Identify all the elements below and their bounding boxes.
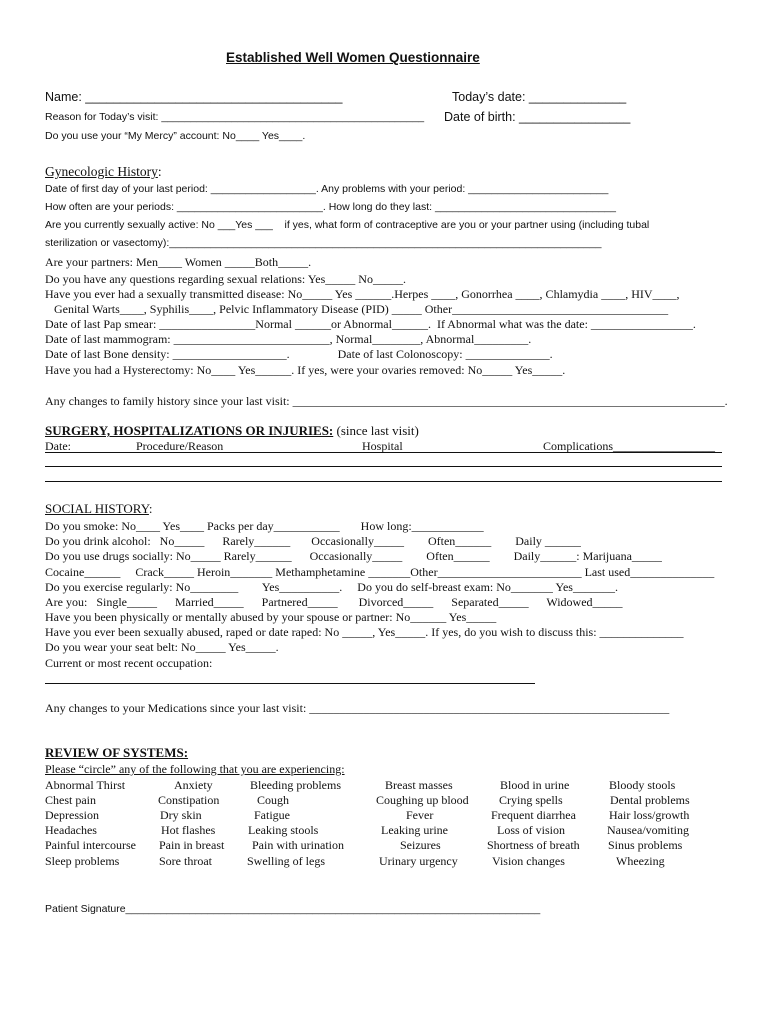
patient-signature-field[interactable]: Patient Signature_______________________________________________________________________ xyxy=(45,903,541,915)
gyn-heading-suffix: : xyxy=(157,164,162,179)
social-heading-text: SOCIAL HISTORY xyxy=(45,501,149,516)
medications-field[interactable]: Any changes to your Medications since your last visit: ____________________________________________________________ xyxy=(45,701,670,715)
ros-item[interactable]: Swelling of legs xyxy=(247,854,325,868)
page-title: Established Well Women Questionnaire xyxy=(226,50,480,65)
gyn-line[interactable]: Have you ever had a sexually transmitted disease: No_____ Yes ______.Herpes ____, Gonorrhea ____, Chlamydia ____, HIV____, xyxy=(45,287,680,301)
social-line[interactable]: Do you wear your seat belt: No_____ Yes_____. xyxy=(45,640,279,654)
surgery-heading xyxy=(45,424,419,437)
ros-item[interactable]: Loss of vision xyxy=(497,823,566,837)
ros-item[interactable]: Sinus problems xyxy=(608,838,683,852)
col-hospital: Hospital xyxy=(362,439,403,453)
social-heading-suffix: : xyxy=(148,501,153,516)
ros-item[interactable]: Leaking urine xyxy=(381,823,448,837)
family-history-field[interactable]: Any changes to family history since your last visit: ________________________________________________________________________. xyxy=(45,394,728,408)
ros-item[interactable]: Hair loss/growth xyxy=(609,808,690,822)
ros-item[interactable]: Anxiety xyxy=(174,778,213,792)
ros-item[interactable]: Hot flashes xyxy=(161,823,216,837)
social-line[interactable]: Do you drink alcohol: No_____ Rarely______ Occasionally_____ Often______ Daily ______ xyxy=(45,534,581,548)
gyn-line[interactable]: Are you currently sexually active: No ___Yes ___ if yes, what form of contraceptive are you or your partner using (including tubal xyxy=(45,219,650,231)
ros-item[interactable]: Wheezing xyxy=(616,854,665,868)
ros-item[interactable]: Leaking stools xyxy=(248,823,319,837)
gyn-line[interactable]: Have you had a Hysterectomy: No____ Yes______. If yes, were your ovaries removed: No_____ Yes_____. xyxy=(45,363,566,377)
gyn-line[interactable]: Date of last mammogram: __________________________, Normal________, Abnormal_________. xyxy=(45,332,532,346)
ros-item[interactable]: Pain with urination xyxy=(252,838,344,852)
ros-item[interactable]: Constipation xyxy=(158,793,220,807)
ros-item[interactable]: Bloody stools xyxy=(609,778,676,792)
social-heading xyxy=(45,502,153,515)
ros-item[interactable]: Painful intercourse xyxy=(45,838,136,852)
social-line[interactable]: Do you use drugs socially: No_____ Rarely______ Occasionally_____ Often______ Daily______: Marijuana_____ xyxy=(45,549,662,563)
surgery-entry-line[interactable] xyxy=(45,481,722,482)
gyn-heading xyxy=(45,165,162,179)
ros-item[interactable]: Frequent diarrhea xyxy=(491,808,576,822)
occupation-label: Current or most recent occupation: xyxy=(45,656,213,670)
ros-item[interactable]: Dry skin xyxy=(160,808,202,822)
gyn-line[interactable]: Do you have any questions regarding sexual relations: Yes_____ No_____. xyxy=(45,272,406,286)
ros-item[interactable]: Shortness of breath xyxy=(487,838,580,852)
social-line[interactable]: Do you exercise regularly: No________ Yes__________. Do you do self-breast exam: No_______ Yes_______. xyxy=(45,580,618,594)
ros-item[interactable]: Seizures xyxy=(400,838,441,852)
social-line[interactable]: Are you: Single_____ Married_____ Partnered_____ Divorced_____ Separated_____ Widowed_____ xyxy=(45,595,623,609)
social-line[interactable]: Have you been physically or mentally abused by your spouse or partner: No______ Yes_____ xyxy=(45,610,497,624)
ros-item[interactable]: Fatigue xyxy=(254,808,290,822)
ros-item[interactable]: Dental problems xyxy=(610,793,690,807)
social-line[interactable]: Have you ever been sexually abused, raped or date raped: No _____, Yes_____. If yes, do you wish to discuss this: ______________ xyxy=(45,625,684,639)
name-field[interactable]: Name: _____________________________________ xyxy=(45,90,343,104)
occupation-entry-line[interactable] xyxy=(45,683,535,684)
gyn-line[interactable]: sterilization or vasectomy):__________________________________________________________________________ xyxy=(45,237,602,249)
surgery-header-rule xyxy=(45,452,722,453)
col-date: Date: xyxy=(45,439,71,453)
ros-item[interactable]: Pain in breast xyxy=(159,838,225,852)
ros-item[interactable]: Nausea/vomiting xyxy=(607,823,689,837)
todays-date-field[interactable]: Today’s date: ______________ xyxy=(452,90,627,104)
surgery-heading-suffix: (since last visit) xyxy=(333,423,419,438)
surgery-entry-line[interactable] xyxy=(45,466,722,467)
my-mercy-question[interactable]: Do you use your “My Mercy” account: No____ Yes____. xyxy=(45,130,306,142)
surgery-heading-text: SURGERY, HOSPITALIZATIONS OR INJURIES: xyxy=(45,423,334,438)
social-line[interactable]: Cocaine______ Crack_____ Heroin_______ Methamphetamine _______Other________________________ Last used______________ xyxy=(45,565,715,579)
ros-item[interactable]: Sleep problems xyxy=(45,854,120,868)
gyn-heading-text: Gynecologic History xyxy=(45,164,158,179)
ros-item[interactable]: Bleeding problems xyxy=(250,778,341,792)
ros-item[interactable]: Breast masses xyxy=(385,778,453,792)
ros-item[interactable]: Abnormal Thirst xyxy=(45,778,126,792)
col-complications: Complications_________________ xyxy=(543,439,715,453)
col-procedure: Procedure/Reason xyxy=(136,439,224,453)
gyn-line[interactable]: Are your partners: Men____ Women _____Both_____. xyxy=(45,255,312,269)
social-line[interactable]: Do you smoke: No____ Yes____ Packs per day___________ How long:____________ xyxy=(45,519,484,533)
ros-item[interactable]: Cough xyxy=(257,793,290,807)
ros-item[interactable]: Urinary urgency xyxy=(379,854,458,868)
gyn-line[interactable]: Date of last Pap smear: ________________Normal ______or Abnormal______. If Abnormal what was the date: _________________. xyxy=(45,317,696,331)
ros-item[interactable]: Chest pain xyxy=(45,793,96,807)
gyn-line[interactable]: Date of first day of your last period: __________________. Any problems with your period: ________________________ xyxy=(45,183,609,195)
ros-instruction: Please “circle” any of the following that you are experiencing: xyxy=(45,762,345,776)
ros-item[interactable]: Crying spells xyxy=(499,793,563,807)
reason-for-visit-field[interactable]: Reason for Today’s visit: _____________________________________________ xyxy=(45,111,425,123)
gyn-line[interactable]: Genital Warts____, Syphilis____, Pelvic Inflammatory Disease (PID) _____ Other____________________________________ xyxy=(45,302,669,316)
gyn-line[interactable]: Date of last Bone density: ___________________. Date of last Colonoscopy: ______________. xyxy=(45,347,553,361)
ros-item[interactable]: Depression xyxy=(45,808,99,822)
ros-item[interactable]: Coughing up blood xyxy=(376,793,469,807)
ros-item[interactable]: Vision changes xyxy=(492,854,565,868)
date-of-birth-field[interactable]: Date of birth: ________________ xyxy=(444,110,631,124)
ros-item[interactable]: Fever xyxy=(406,808,434,822)
gyn-line[interactable]: How often are your periods: _________________________. How long do they last: _______________________________ xyxy=(45,201,616,213)
ros-heading: REVIEW OF SYSTEMS: xyxy=(45,745,189,760)
ros-item[interactable]: Headaches xyxy=(45,823,97,837)
ros-item[interactable]: Blood in urine xyxy=(500,778,570,792)
ros-item[interactable]: Sore throat xyxy=(159,854,212,868)
